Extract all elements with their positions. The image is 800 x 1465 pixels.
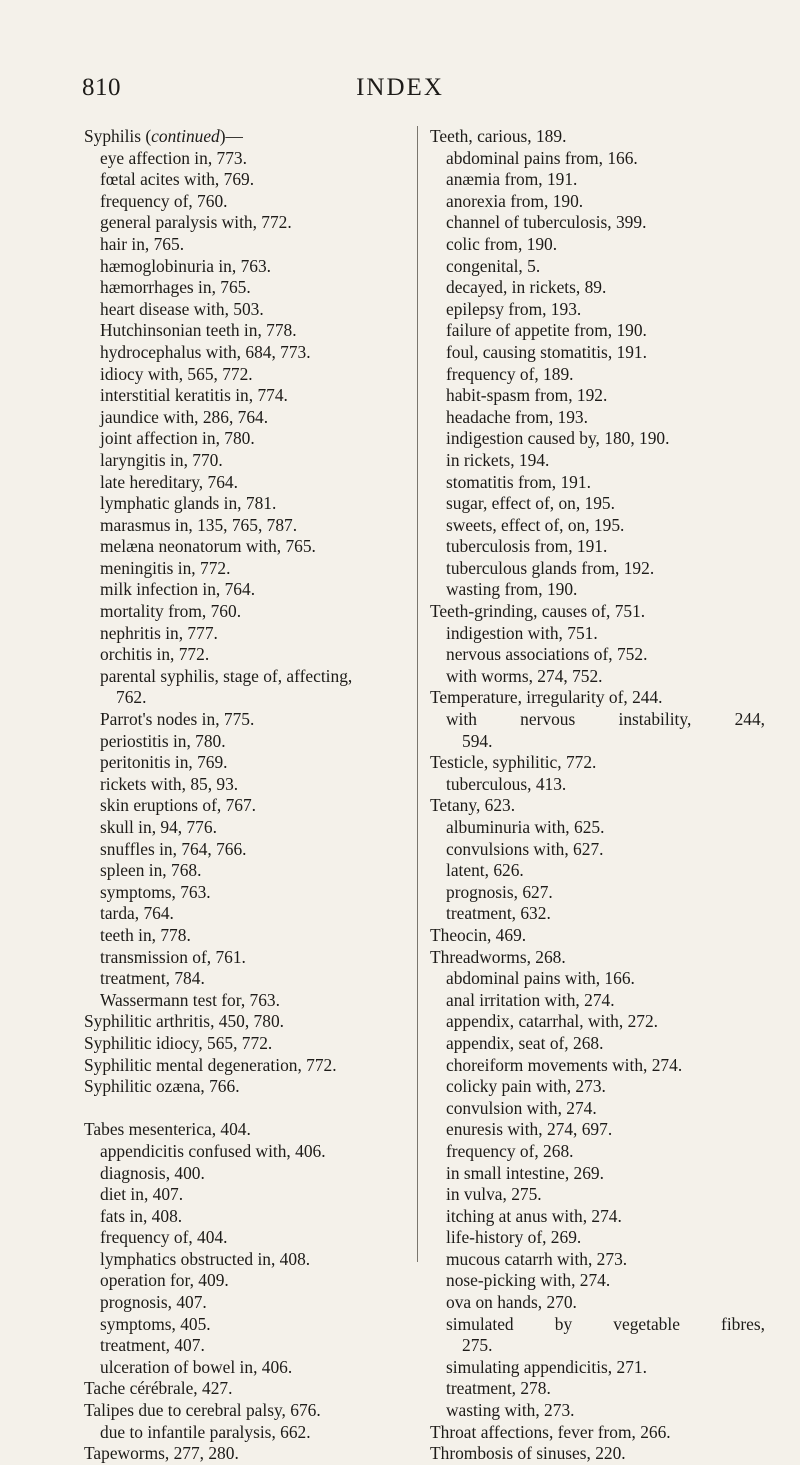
index-entry: Tapeworms, 277, 280. (84, 1443, 239, 1464)
index-subentry: teeth in, 778. (100, 924, 191, 945)
index-subentry: mucous catarrh with, 273. (446, 1248, 628, 1269)
index-subentry: late hereditary, 764. (100, 471, 238, 492)
index-subentry: tarda, 764. (100, 903, 174, 924)
index-subentry: abdominal pains with, 166. (446, 968, 635, 989)
index-subentry: nose-picking with, 274. (446, 1270, 611, 1291)
index-subentry: in rickets, 194. (446, 449, 550, 470)
index-subentry: lymphatic glands in, 781. (100, 493, 277, 514)
index-subentry: melæna neonatorum with, 765. (100, 536, 316, 557)
index-entry: Temperature, irregularity of, 244. (430, 687, 663, 708)
index-subentry: periostitis in, 780. (100, 730, 226, 751)
index-subentry: colicky pain with, 273. (446, 1076, 606, 1097)
index-entry: Thrombosis of sinuses, 220. (430, 1443, 626, 1464)
index-subentry: in small intestine, 269. (446, 1162, 604, 1183)
index-subentry: nervous associations of, 752. (446, 644, 648, 665)
index-continuation: 275. (462, 1335, 493, 1356)
index-subentry: treatment, 407. (100, 1335, 205, 1356)
index-subentry: skin eruptions of, 767. (100, 795, 257, 816)
index-subentry: anal irritation with, 274. (446, 989, 615, 1010)
index-subentry: latent, 626. (446, 860, 524, 881)
index-subentry: choreiform movements with, 274. (446, 1054, 683, 1075)
index-subentry: anorexia from, 190. (446, 190, 584, 211)
index-subentry: epilepsy from, 193. (446, 298, 582, 319)
index-subentry: heart disease with, 503. (100, 298, 264, 319)
index-subentry: Parrot's nodes in, 775. (100, 709, 255, 730)
index-subentry: abdominal pains from, 166. (446, 147, 638, 168)
index-entry: Syphilitic arthritis, 450, 780. (84, 1011, 284, 1032)
index-subentry: nephritis in, 777. (100, 622, 218, 643)
index-subentry: transmission of, 761. (100, 946, 246, 967)
index-subentry: convulsions with, 627. (446, 838, 604, 859)
index-subentry: indigestion caused by, 180, 190. (446, 428, 670, 449)
index-subentry: fœtal acites with, 769. (100, 169, 255, 190)
index-subentry: albuminuria with, 625. (446, 817, 605, 837)
index-subentry: simulated by vegetable fibres, (446, 1313, 765, 1334)
column-divider (417, 126, 418, 1262)
index-subentry: stomatitis from, 191. (446, 471, 591, 492)
index-entry: Tabes mesenterica, 404. (84, 1119, 251, 1140)
page-header (0, 74, 800, 114)
index-subentry: joint affection in, 780. (100, 428, 255, 449)
index-subentry: idiocy with, 565, 772. (100, 363, 253, 384)
index-subentry: hydrocephalus with, 684, 773. (100, 341, 311, 362)
index-subentry: ulceration of bowel in, 406. (100, 1356, 293, 1377)
index-subentry: orchitis in, 772. (100, 644, 210, 665)
index-entry: Syphilitic mental degeneration, 772. (84, 1054, 337, 1075)
index-subentry: fats in, 408. (100, 1205, 183, 1226)
index-subentry: hæmoglobinuria in, 763. (100, 255, 272, 276)
index-subentry: frequency of, 760. (100, 190, 228, 211)
index-subentry: hair in, 765. (100, 233, 185, 254)
index-subentry: treatment, 278. (446, 1378, 551, 1399)
index-entry: Syphilitic idiocy, 565, 772. (84, 1032, 273, 1053)
index-subentry: skull in, 94, 776. (100, 817, 217, 837)
entry-spacer (84, 1098, 410, 1120)
index-subentry: diet in, 407. (100, 1184, 184, 1205)
index-entry: Throat affections, fever from, 266. (430, 1421, 671, 1442)
index-entry: Tetany, 623. (430, 795, 516, 816)
index-subentry: frequency of, 404. (100, 1227, 228, 1248)
index-subentry: peritonitis in, 769. (100, 752, 228, 773)
index-subentry: meningitis in, 772. (100, 557, 231, 578)
index-subentry: appendicitis confused with, 406. (100, 1140, 326, 1161)
index-subentry: wasting with, 273. (446, 1400, 575, 1421)
index-subentry: simulating appendicitis, 271. (446, 1356, 647, 1377)
index-subentry: parental syphilis, stage of, affecting, (100, 665, 353, 686)
index-entry: Teeth, carious, 189. (430, 126, 567, 146)
index-subentry: jaundice with, 286, 764. (100, 406, 269, 427)
index-continuation: 594. (462, 730, 493, 751)
index-entry: Talipes due to cerebral palsy, 676. (84, 1400, 321, 1421)
index-subentry: hæmorrhages in, 765. (100, 277, 251, 298)
page-title: INDEX (356, 74, 444, 101)
index-subentry: diagnosis, 400. (100, 1162, 205, 1183)
index-subentry: rickets with, 85, 93. (100, 773, 239, 794)
index-subentry: headache from, 193. (446, 406, 588, 427)
index-subentry: sugar, effect of, on, 195. (446, 493, 615, 514)
page-number: 810 (82, 74, 121, 101)
index-subentry: laryngitis in, 770. (100, 449, 223, 470)
index-subentry: treatment, 784. (100, 968, 205, 989)
index-subentry: with nervous instability, 244, (446, 709, 765, 730)
index-subentry: habit-spasm from, 192. (446, 385, 608, 406)
index-subentry: marasmus in, 135, 765, 787. (100, 514, 298, 535)
index-subentry: sweets, effect of, on, 195. (446, 514, 625, 535)
index-subentry: tuberculous glands from, 192. (446, 557, 655, 578)
index-subentry: symptoms, 405. (100, 1313, 211, 1334)
index-subentry: indigestion with, 751. (446, 622, 598, 643)
index-subentry: frequency of, 189. (446, 363, 574, 384)
index-subentry: appendix, catarrhal, with, 272. (446, 1011, 658, 1032)
index-subentry: colic from, 190. (446, 233, 558, 254)
index-subentry: foul, causing stomatitis, 191. (446, 341, 647, 362)
index-subentry: milk infection in, 764. (100, 579, 256, 600)
index-entry: Syphilis (continued)— (84, 126, 243, 146)
index-subentry: in vulva, 275. (446, 1184, 542, 1205)
index-subentry: anæmia from, 191. (446, 169, 578, 190)
index-subentry: spleen in, 768. (100, 860, 202, 881)
index-subentry: convulsion with, 274. (446, 1097, 597, 1118)
index-subentry: with worms, 274, 752. (446, 665, 603, 686)
index-subentry: frequency of, 268. (446, 1140, 574, 1161)
index-subentry: eye affection in, 773. (100, 147, 247, 168)
index-subentry: enuresis with, 274, 697. (446, 1119, 613, 1140)
index-subentry: congenital, 5. (446, 255, 541, 276)
index-subentry: treatment, 632. (446, 903, 551, 924)
index-entry: Teeth-grinding, causes of, 751. (430, 601, 646, 622)
index-subentry: interstitial keratitis in, 774. (100, 385, 288, 406)
index-entry: Testicle, syphilitic, 772. (430, 752, 597, 773)
index-subentry: channel of tuberculosis, 399. (446, 212, 647, 233)
index-entry: Tache cérébrale, 427. (84, 1378, 233, 1399)
index-subentry: decayed, in rickets, 89. (446, 277, 607, 298)
index-subentry: failure of appetite from, 190. (446, 320, 647, 341)
index-entry: Syphilitic ozæna, 766. (84, 1076, 240, 1097)
index-column-right (430, 126, 765, 1465)
index-subentry: life-history of, 269. (446, 1227, 582, 1248)
index-subentry: prognosis, 407. (100, 1292, 207, 1313)
index-subentry: operation for, 409. (100, 1270, 229, 1291)
index-continuation: 762. (116, 687, 147, 708)
index-subentry: lymphatics obstructed in, 408. (100, 1248, 311, 1269)
index-subentry: symptoms, 763. (100, 881, 211, 902)
index-subentry: itching at anus with, 274. (446, 1205, 622, 1226)
index-entry: Theocin, 469. (430, 924, 527, 945)
index-subentry: general paralysis with, 772. (100, 212, 292, 233)
index-subentry: due to infantile paralysis, 662. (100, 1421, 311, 1442)
index-subentry: tuberculosis from, 191. (446, 536, 608, 557)
index-column-left (84, 126, 410, 1465)
index-subentry: appendix, seat of, 268. (446, 1032, 604, 1053)
index-subentry: ova on hands, 270. (446, 1292, 577, 1313)
index-entry: Threadworms, 268. (430, 946, 566, 967)
index-subentry: wasting from, 190. (446, 579, 578, 600)
index-subentry: mortality from, 760. (100, 601, 242, 622)
index-subentry: prognosis, 627. (446, 881, 553, 902)
index-subentry: tuberculous, 413. (446, 773, 567, 794)
index-subentry: snuffles in, 764, 766. (100, 838, 247, 859)
index-subentry: Wassermann test for, 763. (100, 989, 280, 1010)
index-subentry: Hutchinsonian teeth in, 778. (100, 320, 297, 341)
